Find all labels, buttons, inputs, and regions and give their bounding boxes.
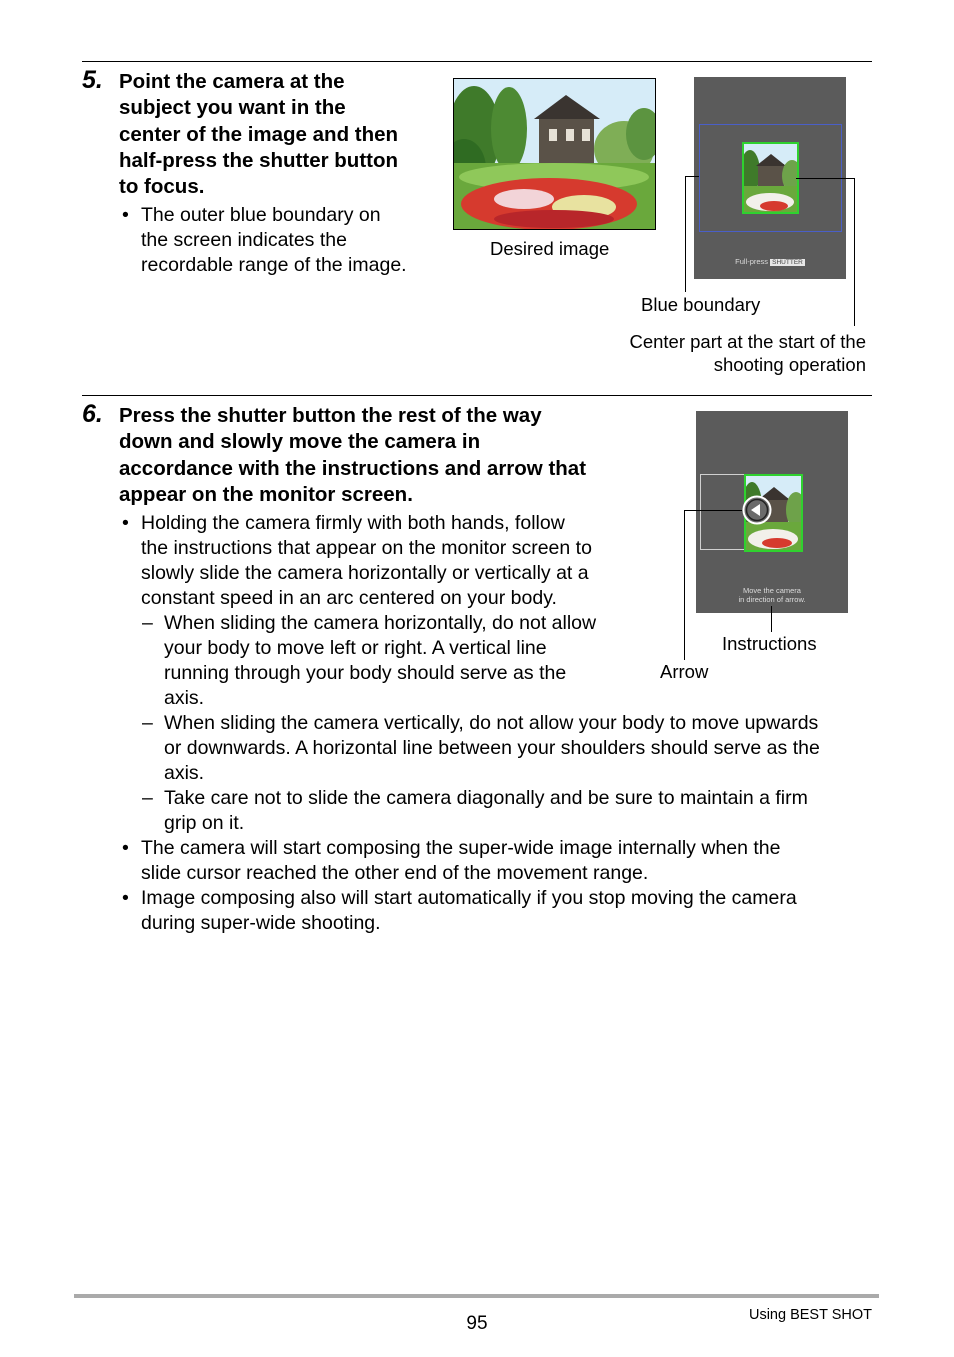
step-5-number: 5. [82, 66, 103, 94]
bullet-marker: • [122, 837, 129, 859]
bullet-line: Holding the camera firmly with both hands, follow [141, 512, 565, 534]
bullet-marker: • [122, 204, 129, 226]
heading-line: to focus. [119, 175, 205, 199]
move-instructions-text [716, 586, 828, 604]
page-number: 95 [466, 1313, 488, 1334]
heading-line: accordance with the instructions and arrow that [119, 456, 587, 480]
step-6-dash-1 [142, 611, 644, 711]
heading-line: center of the image and then [119, 122, 399, 146]
step-6-number: 6. [82, 400, 103, 428]
dash-line: axis. [164, 762, 205, 784]
blue-boundary-leader-h [685, 176, 699, 177]
step-6-monitor-screen [696, 411, 848, 613]
center-part-frame [742, 142, 799, 214]
dash-line: Take care not to slide the camera diagonally and be sure to maintain a firm [164, 787, 808, 809]
bullet-line: The outer blue boundary on [141, 204, 381, 226]
center-part-thumbnail [744, 144, 797, 212]
dash-marker: – [142, 712, 153, 734]
center-part-leader-v [854, 178, 855, 326]
step-6-bullet-3 [122, 886, 871, 936]
garden-photo-illustration [454, 79, 655, 229]
bullet-line: The camera will start composing the super-wide image internally when the [141, 837, 781, 859]
dash-line: or downwards. A horizontal line between your shoulders should serve as the [164, 737, 820, 759]
step-6-bullet-1 [122, 511, 641, 611]
dash-line: grip on it. [164, 812, 245, 834]
bullet-line: the instructions that appear on the monitor screen to [141, 537, 592, 559]
heading-line: subject you want in the [119, 96, 346, 120]
blue-boundary-caption: Blue boundary [641, 294, 761, 315]
caption-line: shooting operation [713, 354, 866, 375]
center-part-caption [629, 330, 866, 376]
instruction-line: Move the camera [743, 586, 801, 595]
heading-line: half-press the shutter button [119, 148, 399, 172]
left-arrow-icon [742, 495, 772, 525]
step-6-bullet-2 [122, 836, 871, 886]
dash-line: axis. [164, 687, 205, 709]
instruction-line: in direction of arrow. [738, 595, 806, 604]
dash-marker: – [142, 787, 153, 809]
step-5-bullet [122, 203, 441, 278]
instructions-leader [771, 606, 772, 632]
heading-line: Point the camera at the [119, 70, 345, 93]
dash-line: running through your body should serve as the [164, 662, 567, 684]
shutter-tag: SHUTTER [772, 259, 803, 266]
bullet-line: the screen indicates the [141, 229, 347, 251]
bullet-line: Image composing also will start automatically if you stop moving the camera [141, 887, 797, 909]
arrow-caption: Arrow [660, 661, 709, 682]
step-6-heading [119, 403, 639, 508]
desired-image-photo [453, 78, 656, 230]
caption-line: Center part at the start of the [629, 331, 866, 352]
dash-marker: – [142, 612, 153, 634]
desired-image-caption: Desired image [490, 238, 610, 259]
full-press-text: Full-press [735, 257, 769, 266]
arrow-leader-h [684, 510, 742, 511]
step-6-rule [82, 395, 872, 396]
step-5-heading [119, 69, 439, 200]
footer-bar [74, 1294, 879, 1298]
dash-line: When sliding the camera horizontally, do not allow [164, 612, 597, 634]
step-6-dash-3 [142, 786, 869, 836]
blue-boundary-leader-v [685, 176, 686, 292]
full-press-hint [730, 257, 810, 267]
instructions-caption: Instructions [722, 633, 817, 654]
arrow-leader-v [684, 510, 685, 660]
center-part-leader-h [796, 178, 855, 179]
bullet-line: during super-wide shooting. [141, 912, 381, 934]
heading-line: Press the shutter button the rest of the way [119, 404, 542, 427]
section-title: Using BEST SHOT [748, 1307, 872, 1323]
bullet-marker: • [122, 512, 129, 534]
heading-line: appear on the monitor screen. [119, 482, 413, 506]
step-6-dash-2 [142, 711, 869, 786]
dash-line: When sliding the camera vertically, do not allow your body to move upwards [164, 712, 819, 734]
heading-line: down and slowly move the camera in [119, 430, 481, 454]
bullet-line: constant speed in an arc centered on your body. [141, 587, 557, 609]
bullet-line: slowly slide the camera horizontally or vertically at a [141, 562, 589, 584]
bullet-line: slide cursor reached the other end of the movement range. [141, 862, 649, 884]
top-rule [82, 61, 872, 62]
dash-line: your body to move left or right. A vertical line [164, 637, 547, 659]
bullet-marker: • [122, 887, 129, 909]
bullet-line: recordable range of the image. [141, 254, 407, 276]
